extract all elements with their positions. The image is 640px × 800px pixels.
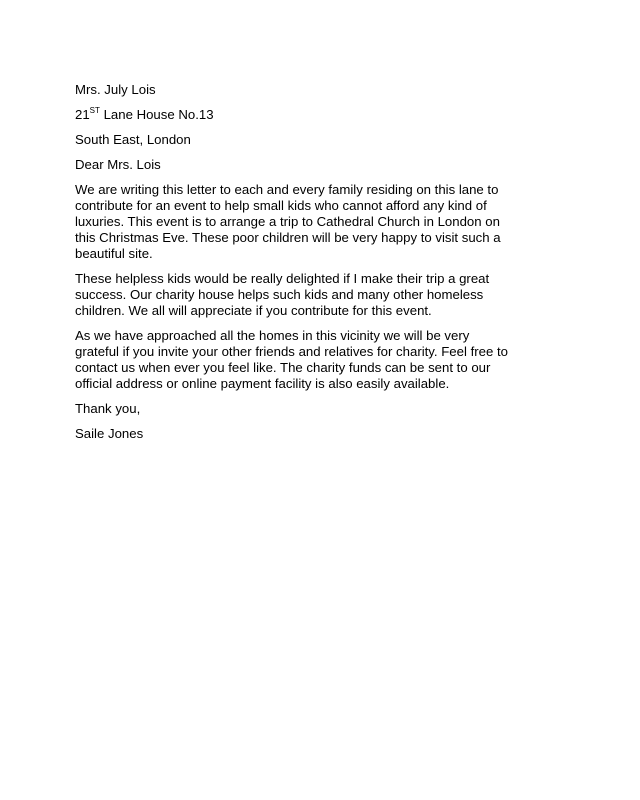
salutation: Dear Mrs. Lois [75,157,161,172]
paragraph-line: grateful if you invite your other friends and relatives for charity. Feel free to [75,344,508,359]
paragraph-line: As we have approached all the homes in this vicinity we will be very [75,328,470,343]
paragraph-line: official address or online payment facility is also easily available. [75,376,450,391]
letter-body [75,82,575,451]
address-superscript: ST [89,105,100,115]
paragraph-line: children. We all will appreciate if you contribute for this event. [75,303,432,318]
paragraph-line: We are writing this letter to each and every family residing on this lane to [75,182,499,197]
paragraph-1 [75,182,575,262]
paragraph-2 [75,271,575,319]
address-street: Lane House No.13 [99,107,214,122]
recipient-address-city: South East, London [75,132,191,147]
paragraph-line: success. Our charity house helps such kids and many other homeless [75,287,484,302]
paragraph-line: These helpless kids would be really delighted if I make their trip a great [75,271,490,286]
paragraph-line: beautiful site. [75,246,153,261]
paragraph-line: this Christmas Eve. These poor children will be very happy to visit such a [75,230,501,245]
paragraph-3 [75,328,575,392]
recipient-name: Mrs. July Lois [75,82,156,97]
recipient-address-street [75,107,575,123]
closing: Thank you, [75,401,141,416]
address-number: 21 [75,107,90,122]
signature: Saile Jones [75,426,144,441]
paragraph-line: contribute for an event to help small kids who cannot afford any kind of [75,198,487,213]
paragraph-line: luxuries. This event is to arrange a trip to Cathedral Church in London on [75,214,500,229]
paragraph-line: contact us when ever you feel like. The charity funds can be sent to our [75,360,491,375]
